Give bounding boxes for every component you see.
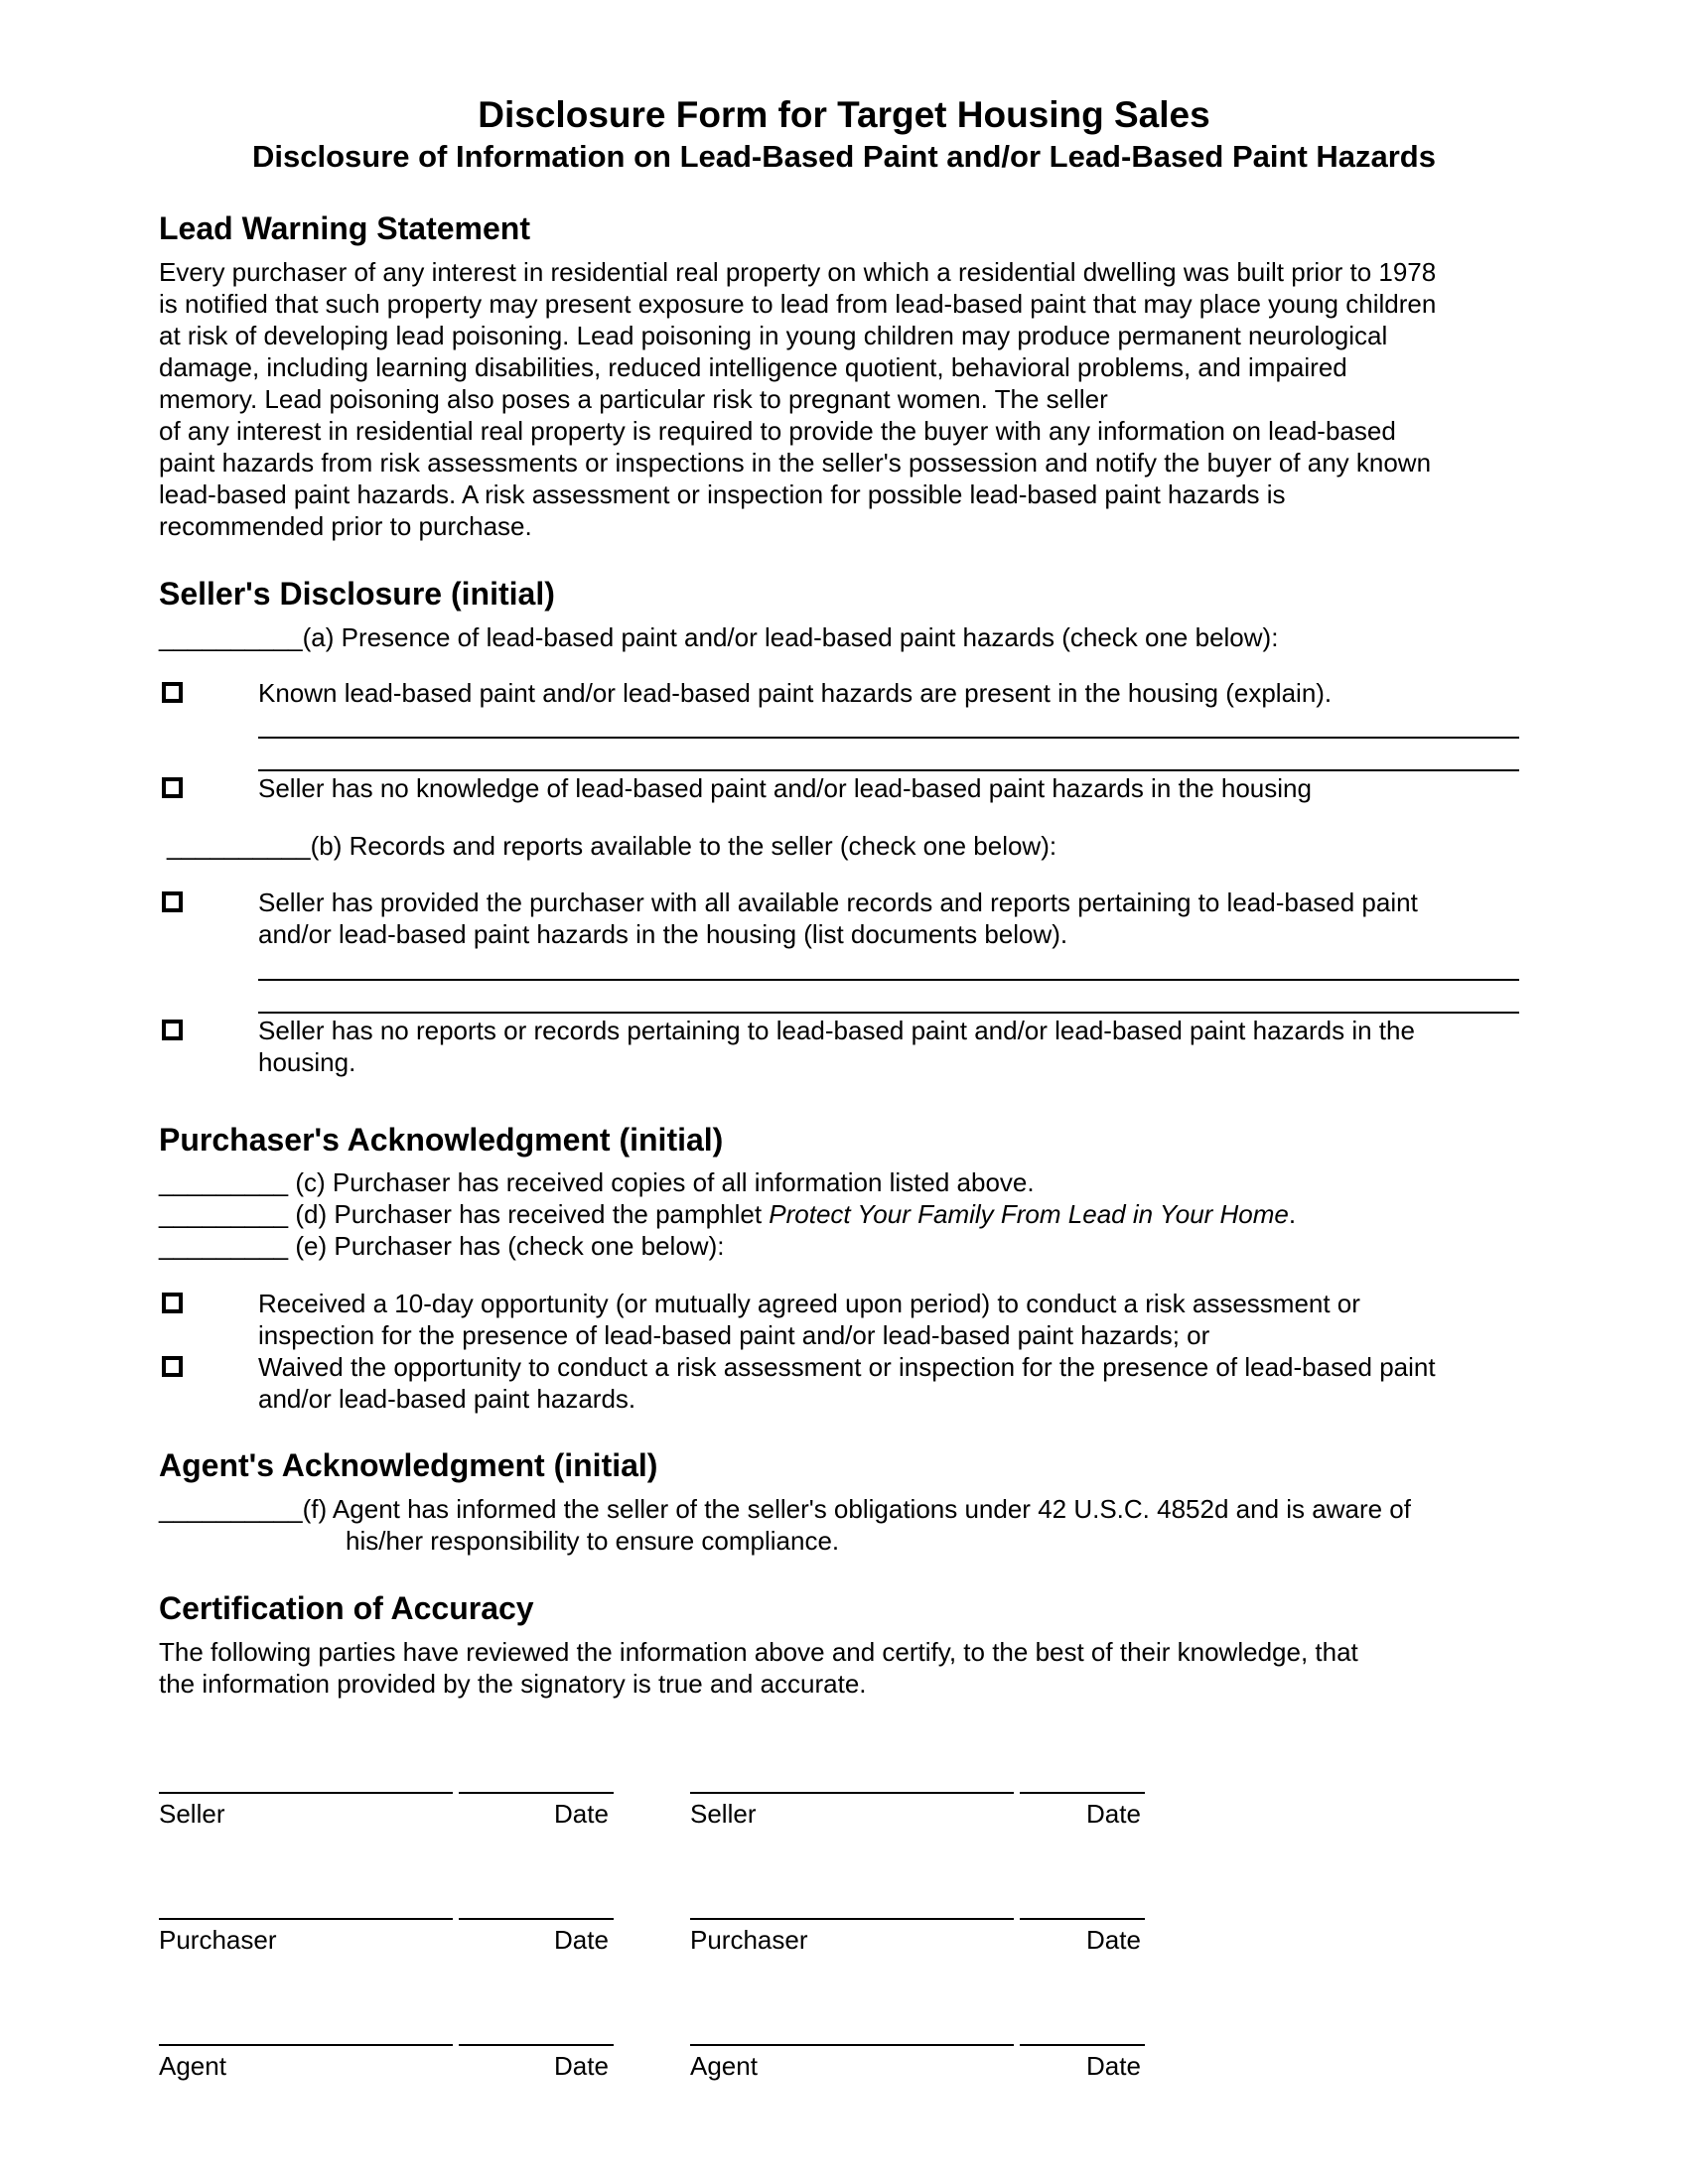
- no-knowledge-checkbox[interactable]: [162, 777, 183, 798]
- purchaser-ack-heading: Purchaser's Acknowledgment (initial): [159, 1122, 724, 1158]
- records-provided-line: and/or lead-based paint hazards in the housing (list documents below).: [258, 919, 1068, 949]
- purchaser-1-signature-line[interactable]: [159, 1918, 453, 1920]
- lead-warning-line: paint hazards from risk assessments or inspections in the seller's possession and notify the buyer of any known: [159, 448, 1432, 478]
- agent-2-label: Agent: [690, 2051, 758, 2081]
- lead-warning-line: at risk of developing lead poisoning. Lead poisoning in young children may produce permanent neurological: [159, 321, 1388, 350]
- lead-warning-paragraph: [159, 256, 1436, 542]
- seller-2-date-line[interactable]: [1020, 1792, 1145, 1794]
- agent-ack-heading: Agent's Acknowledgment (initial): [159, 1447, 658, 1483]
- seller-item-a: __________(a) Presence of lead-based paint and/or lead-based paint hazards (check one below):: [159, 622, 1279, 652]
- agent-2-date-label: Date: [1086, 2051, 1141, 2081]
- purchaser-item-c: _________ (c) Purchaser has received copies of all information listed above.: [159, 1167, 1035, 1197]
- purchaser-item-d: [159, 1198, 1296, 1230]
- certification-text: [159, 1636, 1358, 1700]
- lead-warning-line: memory. Lead poisoning also poses a particular risk to pregnant women. The seller: [159, 384, 1108, 414]
- seller-1-date-label: Date: [554, 1799, 609, 1829]
- agent-2-date-line[interactable]: [1020, 2044, 1145, 2046]
- received-opportunity-line: Received a 10-day opportunity (or mutually agreed upon period) to conduct a risk assessment or: [258, 1289, 1360, 1318]
- lead-warning-line: damage, including learning disabilities, reduced intelligence quotient, behavioral problems, and impaired: [159, 352, 1347, 382]
- seller-1-label: Seller: [159, 1799, 225, 1829]
- seller-2-signature-line[interactable]: [690, 1792, 1014, 1794]
- lead-warning-heading: Lead Warning Statement: [159, 210, 530, 246]
- waived-opportunity-checkbox[interactable]: [162, 1356, 183, 1377]
- received-opportunity-line: inspection for the presence of lead-based paint and/or lead-based paint hazards; or: [258, 1320, 1210, 1350]
- agent-item-f-line2: his/her responsibility to ensure compliance.: [346, 1526, 840, 1556]
- agent-item-f-line1: __________(f) Agent has informed the seller of the seller's obligations under 42 U.S.C. 4852d and is aware of: [159, 1494, 1411, 1524]
- explain-line-2[interactable]: [258, 769, 1519, 771]
- explain-line-1[interactable]: [258, 737, 1519, 739]
- agent-2-signature-line[interactable]: [690, 2044, 1014, 2046]
- no-records-label: [258, 1015, 1415, 1078]
- no-records-line: housing.: [258, 1047, 356, 1077]
- agent-1-date-line[interactable]: [459, 2044, 614, 2046]
- seller-1-signature-line[interactable]: [159, 1792, 453, 1794]
- purchaser-1-label: Purchaser: [159, 1925, 277, 1955]
- seller-disclosure-heading: Seller's Disclosure (initial): [159, 576, 555, 612]
- lead-warning-line: Every purchaser of any interest in residential real property on which a residential dwelling was built prior to 1978: [159, 257, 1437, 287]
- page-subtitle: Disclosure of Information on Lead-Based Paint and/or Lead-Based Paint Hazards: [251, 139, 1436, 174]
- purchaser-2-label: Purchaser: [690, 1925, 808, 1955]
- waived-opportunity-line: and/or lead-based paint hazards.: [258, 1384, 636, 1414]
- waived-opportunity-label: [258, 1351, 1436, 1415]
- waived-opportunity-line: Waived the opportunity to conduct a risk assessment or inspection for the presence of lead-based paint: [258, 1352, 1436, 1382]
- records-provided-label: [258, 887, 1418, 950]
- purchaser-2-date-label: Date: [1086, 1925, 1141, 1955]
- documents-line-1[interactable]: [258, 979, 1519, 981]
- certification-line: The following parties have reviewed the information above and certify, to the best of their knowledge, that: [159, 1637, 1358, 1667]
- no-knowledge-label: Seller has no knowledge of lead-based paint and/or lead-based paint hazards in the housing: [258, 773, 1312, 803]
- lead-warning-line: recommended prior to purchase.: [159, 511, 532, 541]
- records-provided-checkbox[interactable]: [162, 891, 183, 912]
- purchaser-item-d-suffix: .: [1288, 1199, 1297, 1229]
- pamphlet-title: Protect Your Family From Lead in Your Home: [769, 1199, 1289, 1229]
- purchaser-2-date-line[interactable]: [1020, 1918, 1145, 1920]
- certification-heading: Certification of Accuracy: [159, 1590, 534, 1626]
- known-lead-paint-checkbox[interactable]: [162, 682, 183, 703]
- received-opportunity-checkbox[interactable]: [162, 1293, 183, 1313]
- purchaser-1-date-line[interactable]: [459, 1918, 614, 1920]
- documents-line-2[interactable]: [258, 1012, 1519, 1014]
- seller-2-date-label: Date: [1086, 1799, 1141, 1829]
- records-provided-line: Seller has provided the purchaser with all available records and reports pertaining to lead-based paint: [258, 887, 1418, 917]
- purchaser-2-signature-line[interactable]: [690, 1918, 1014, 1920]
- page-title: Disclosure Form for Target Housing Sales: [478, 94, 1210, 135]
- lead-warning-line: is notified that such property may present exposure to lead from lead-based paint that may place young children: [159, 289, 1437, 319]
- received-opportunity-label: [258, 1288, 1360, 1351]
- seller-item-b: __________(b) Records and reports available to the seller (check one below):: [167, 831, 1057, 861]
- purchaser-item-e: _________ (e) Purchaser has (check one below):: [159, 1231, 725, 1261]
- lead-warning-line: lead-based paint hazards. A risk assessment or inspection for possible lead-based paint hazards is: [159, 479, 1286, 509]
- known-lead-paint-label: Known lead-based paint and/or lead-based paint hazards are present in the housing (explain).: [258, 678, 1333, 708]
- agent-1-signature-line[interactable]: [159, 2044, 453, 2046]
- purchaser-item-d-prefix: _________ (d) Purchaser has received the pamphlet: [159, 1199, 770, 1229]
- seller-2-label: Seller: [690, 1799, 757, 1829]
- agent-1-date-label: Date: [554, 2051, 609, 2081]
- seller-1-date-line[interactable]: [459, 1792, 614, 1794]
- certification-line: the information provided by the signatory is true and accurate.: [159, 1669, 867, 1699]
- no-records-checkbox[interactable]: [162, 1020, 183, 1040]
- purchaser-1-date-label: Date: [554, 1925, 609, 1955]
- no-records-line: Seller has no reports or records pertaining to lead-based paint and/or lead-based paint hazards in the: [258, 1016, 1415, 1045]
- agent-1-label: Agent: [159, 2051, 226, 2081]
- lead-warning-line: of any interest in residential real property is required to provide the buyer with any information on lead-based: [159, 416, 1396, 446]
